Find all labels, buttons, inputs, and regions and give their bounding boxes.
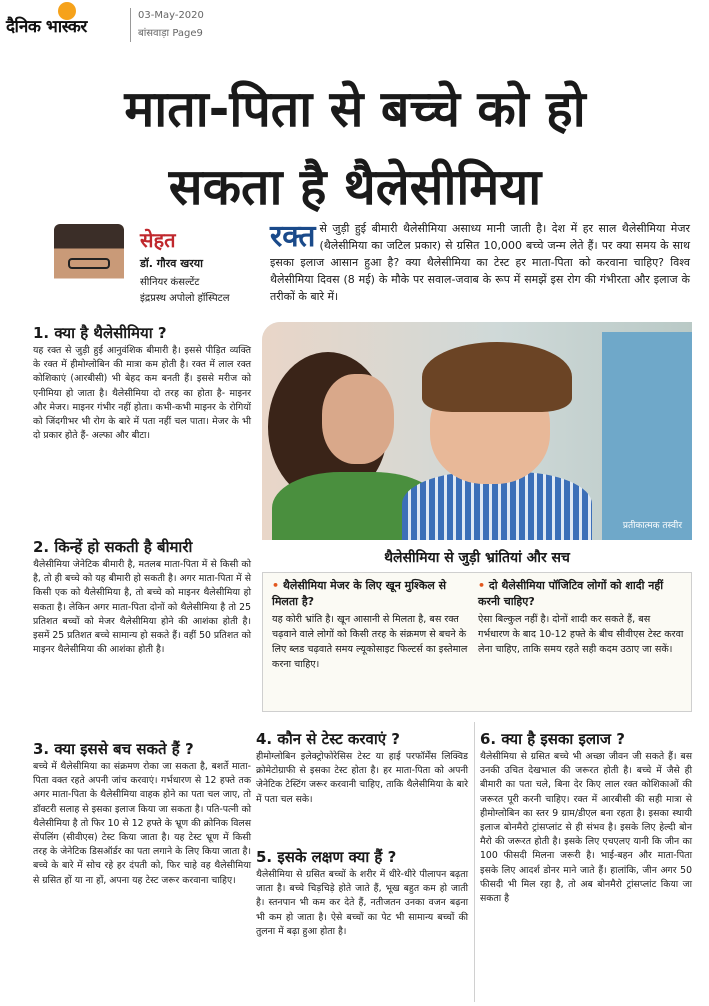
hero-photo — [262, 322, 692, 540]
section-body: थैलेसीमिया से ग्रसित बच्चों के शरीर में धीरे-धीरे पीलापन बढ़ता जाता है। बच्चे चिड़चिड़े होते जाते हैं, भूख बहुत कम हो जाती है। स्तनपान भी कम कर देते हैं, नतीजतन उनका वजन बढ़ना भी कम हो जाता है। ऐसे बच्चों का पेट भी सामान्य बच्चों की तुलना में बढ़ा हुआ होता है। — [256, 869, 468, 937]
column-divider — [474, 722, 475, 1002]
expert-byline — [42, 218, 257, 318]
myths-title: थैलेसीमिया से जुड़ी भ्रांतियां और सच — [384, 550, 570, 566]
section-who-can-get — [33, 536, 251, 657]
section-body: बच्चे में थैलेसीमिया का संक्रमण रोका जा सकता है, बशर्ते माता-पिता वक्त रहते अपनी जांच करवाएं। गर्भधारण से 12 हफ्ते तक अगर माता-पिता के थैलेसीमिया वाहक होने का पता चल जाए, तो डॉक्टरी सलाह से इसका इलाज किया जा सकता है। पति-पत्नी को थैलेसीमिया है तो फिर 10 से 12 हफ्ते के भ्रूण की क्रोनिक विलस सेंपलिंग (सीवीएस) टेस्ट किया जाता है। यह टेस्ट भ्रूण में किसी तरह के जेनेटिक डिसऑर्डर का पता लगाने के लिए किया जाता है। बच्चे के बारे में सोच रहे हर दंपती को, फिर चाहे वह थैलेसीमिया से ग्रसित हों या ना हों, अपना यह टेस्ट जरूर करवाना चाहिए। — [33, 761, 251, 886]
section-heading: 3. क्या इससे बच सकते हैं ? — [33, 740, 194, 758]
headline-line-2: सकता है थैलेसीमिया — [168, 158, 542, 216]
section-symptoms — [256, 846, 468, 939]
section-label: सेहत — [140, 228, 176, 252]
issue-date: 03-May-2020 — [138, 10, 204, 21]
headline — [40, 70, 670, 226]
section-heading: 1. क्या है थैलेसीमिया ? — [33, 324, 167, 342]
intro-text: से जुड़ी हुई बीमारी थैलेसीमिया असाध्य मानी जाती है। देश में हर साल थैलेसीमिया मेजर (थैलेसीमिया का जटिल प्रकार) से ग्रसित 10,000 बच्चे जन्म लेते हैं। पर क्या समय के साथ इसका इलाज आसान हुआ है? क्या थैलेसीमिया का टेस्ट हर माता-पिता को करवाना चाहिए? विश्व थैलेसीमिया दिवस (8 मई) के मौके पर सवाल-जवाब के रूप में समझें इस रोग की गंभीरता और इलाज के तरीकों के बारे में। — [270, 222, 690, 303]
section-prevention — [33, 738, 251, 888]
expert-designation: सीनियर कंसल्टेंट — [140, 277, 200, 288]
myth-item — [478, 578, 684, 657]
masthead — [0, 0, 709, 52]
section-heading: 2. किन्हें हो सकती है बीमारी — [33, 538, 193, 556]
section-heading: 4. कौन से टेस्ट करवाएं ? — [256, 730, 400, 748]
section-treatment — [480, 728, 692, 906]
section-tests — [256, 728, 468, 807]
section-what-is — [33, 322, 251, 443]
edition-page: बांसवाड़ा Page9 — [138, 28, 203, 39]
myth-question: दो थैलेसीमिया पॉजिटिव लोगों को शादी नहीं करनी चाहिए? — [478, 579, 664, 608]
myth-answer: यह कोरी भ्रांति है। खून आसानी से मिलता है, बस रक्त चढ़वाने वाले लोगों को किसी तरह के संक्रमण से बचने के लिए ब्लड चढ़वाते समय ल्यूकोसाइट फिल्टर्स का इस्तेमाल करना चाहिए। — [272, 614, 468, 670]
section-heading: 5. इसके लक्षण क्या हैं ? — [256, 848, 397, 866]
section-body: हीमोग्लोबिन इलेक्ट्रोफोरेसिस टेस्ट या हाई परफॉर्मेंस लिक्विड क्रोमेटोग्राफी से इसका टेस्ट होता है। हर माता-पिता को अपनी जेनेटिक टेस्टिंग जरूर करवानी चाहिए, ताकि थैलेसीमिया के बारे में पता चल सके। — [256, 751, 468, 805]
intro-paragraph — [270, 220, 690, 305]
myth-question: थैलेसीमिया मेजर के लिए खून मुश्किल से मिलता है? — [272, 579, 447, 608]
myth-answer: ऐसा बिल्कुल नहीं है। दोनों शादी कर सकते हैं, बस गर्भधारण के बाद 10-12 हफ्ते के बीच सीवीएस टेस्ट करवा लेना चाहिए, ताकि समय रहते सही कदम उठाए जा सकें। — [478, 614, 684, 655]
masthead-divider — [130, 8, 131, 42]
section-body: थैलेसीमिया से ग्रसित बच्चे भी अच्छा जीवन जी सकते हैं। बस उनकी उचित देखभाल की जरूरत होती है। बच्चे में जैसे ही बीमारी का पता चले, बिना देर किए लाल रक्त कोशिकाओं की जरूरत पूरी करनी चाहिए। रक्त में आरबीसी की सही मात्रा से हीमोग्लोबिन का स्तर 9 ग्राम/डीएल बना रहता है। इसका स्थायी इलाज बोनमैरो ट्रांसप्लांट से ही संभव है। इसके लिए हेल्दी बोन मैरो की जरूरत होती है। इसके लिए एचएलए यानी कि जीन का 100 फीसदी मिलना जरूरी है। भाई-बहन और माता-पिता इसके लिए आदर्श डोनर माने जाते हैं। हालांकि, जीन अगर 50 फीसदी भी मिल रहा है, तो अब बोनमैरो ट्रांसप्लांट किया जा सकता है — [480, 751, 692, 905]
section-body: यह रक्त से जुड़ी हुई आनुवंशिक बीमारी है। इससे पीड़ित व्यक्ति के रक्त में हीमोग्लोबिन की मात्रा कम होती है। रक्त में लाल रक्त कोशिकाएं (आरबीसी) भी बेहद कम बनती हैं। इससे मरीज को एनीमिया हो जाता है। थैलेसीमिया दो तरह का होता है- माइनर और मेजर। माइनर गंभीर नहीं होता। कभी-कभी माइनर के रोगियों को जिंदगीभर भी रोग के बारे में पता नहीं चल पाता। मेजर के भी दो प्रकार होते हैं- अल्फा और बीटा। — [33, 345, 251, 442]
headline-line-1: माता-पिता से बच्चे को हो — [124, 80, 586, 138]
expert-hospital: इंद्रप्रस्थ अपोलो हॉस्पिटल — [140, 293, 230, 304]
bullet-icon: • — [478, 579, 489, 592]
section-heading: 6. क्या है इसका इलाज ? — [480, 730, 625, 748]
expert-photo — [54, 224, 124, 312]
photo-caption: प्रतीकात्मक तस्वीर — [622, 521, 682, 531]
bullet-icon: • — [272, 579, 283, 592]
section-body: थैलेसीमिया जेनेटिक बीमारी है, मतलब माता-पिता में से किसी को है, तो ही बच्चे को यह बीमारी हो सकती है। अगर माता-पिता में से किसी एक को थैलेसीमिया है, तो बच्चे को माइनर थैलेसीमिया हो सकता है। लेकिन अगर माता-पिता दोनों को थैलेसीमिया है तो 25 प्रतिशत बच्चों को मेजर थैलेसीमिया होने की आशंका होती है। इसमें 25 प्रतिशत बच्चे सामान्य हो सकते हैं। वहीं 50 प्रतिशत को माइनर थैलेसीमिया की आशंका होती है। — [33, 559, 251, 656]
expert-name: डॉ. गौरव खरया — [140, 257, 203, 270]
myth-item — [272, 578, 472, 672]
intro-dropcap: रक्त — [270, 219, 316, 254]
glasses-icon — [68, 258, 110, 269]
newspaper-logo: दैनिक भास्कर — [6, 17, 87, 37]
